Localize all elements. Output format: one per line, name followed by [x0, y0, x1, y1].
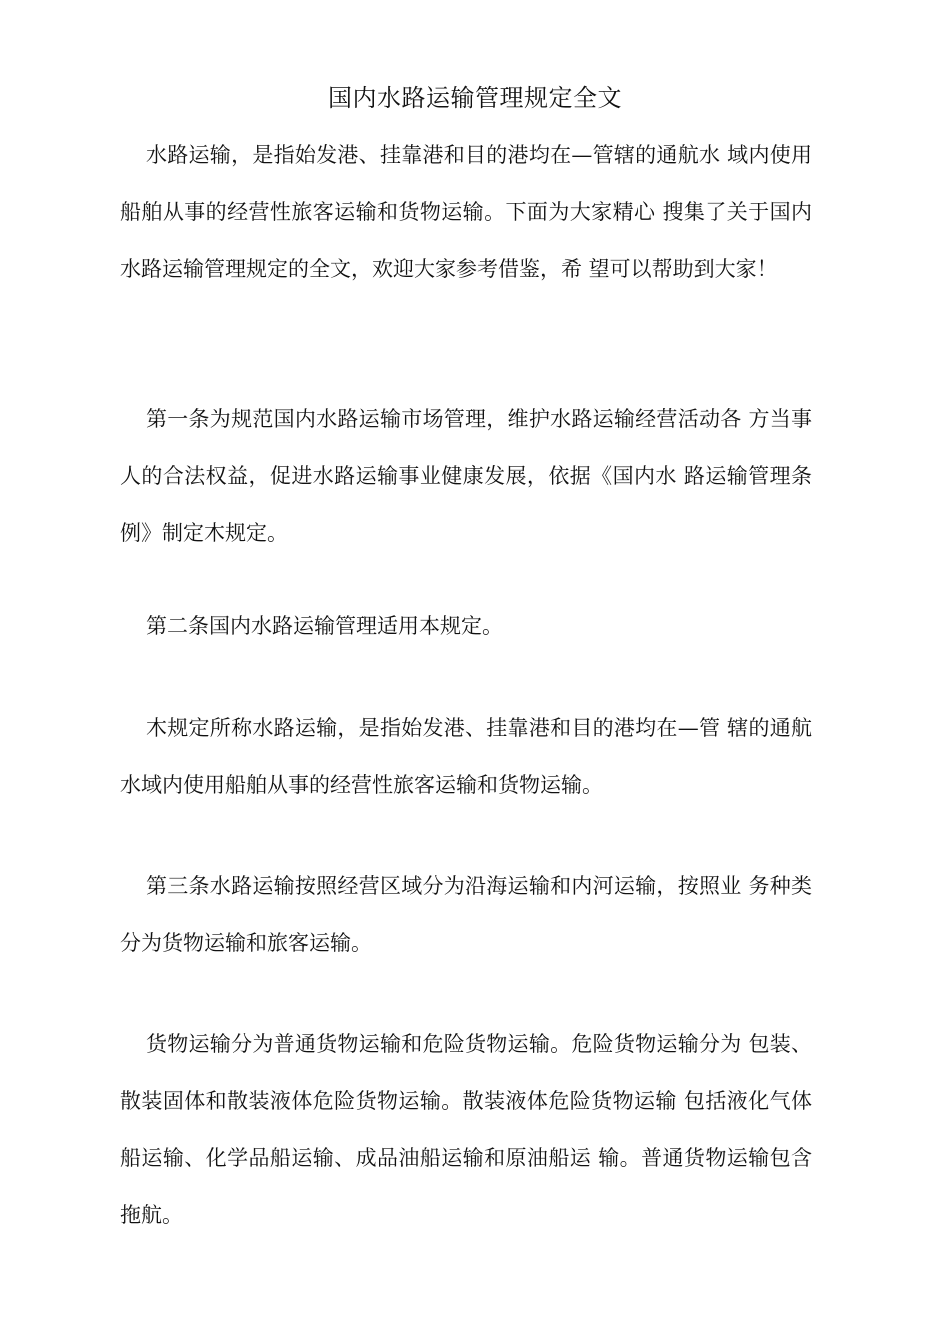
paragraph-article-3: 第三条水路运输按照经营区域分为沿海运输和内河运输，按照业 务种类分为货物运输和旅客运输。 — [120, 874, 812, 955]
paragraph-cargo-types: 货物运输分为普通货物运输和危险货物运输。危险货物运输分为 包装、散装固体和散装液体危险货物运输。散装液体危险货物运输 包括液化气体船运输、化学品船运输、成品油船运输和原油船运 输。普通货物运输包含拖航。 — [120, 1032, 812, 1227]
paragraph-intro: 水路运输，是指始发港、挂靠港和目的港均在—管辖的通航水 域内使用船舶从事的经营性旅客运输和货物运输。下面为大家精心 搜集了关于国内水路运输管理规定的全文，欢迎大家参考借鉴，希 望可以帮助到大家！ — [120, 143, 812, 281]
paragraph-article-1: 第一条为规范国内水路运输市场管理，维护水路运输经营活动各 方当事人的合法权益，促进水路运输事业健康发展，依据《国内水 路运输管理条例》制定木规定。 — [120, 407, 812, 545]
document-title: 国内水路运输管理规定全文 — [328, 84, 622, 112]
paragraph-definition: 木规定所称水路运输，是指始发港、挂靠港和目的港均在—管 辖的通航水域内使用船舶从事的经营性旅客运输和货物运输。 — [120, 716, 812, 797]
paragraph-article-2: 第二条国内水路运输管理适用本规定。 — [146, 614, 503, 638]
